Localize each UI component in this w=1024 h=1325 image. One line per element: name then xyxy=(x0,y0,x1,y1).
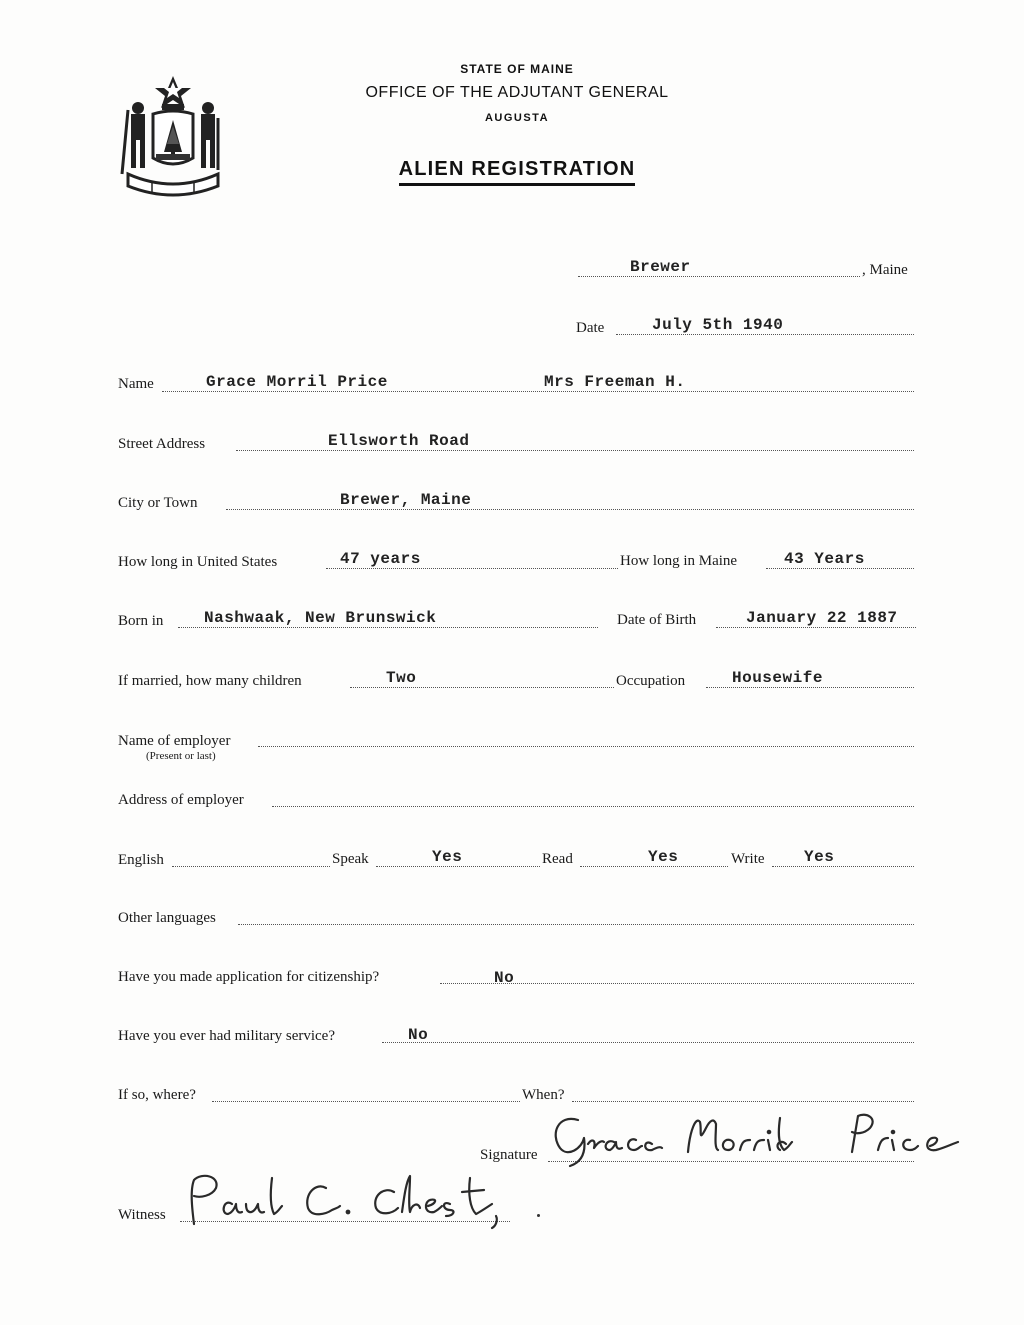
name-value: Grace Morril Price xyxy=(206,373,388,391)
citizenship-label: Have you made application for citizenship? xyxy=(118,969,380,985)
stray-dot xyxy=(537,1214,540,1217)
place-suffix: , Maine xyxy=(862,262,908,278)
other-languages-label: Other languages xyxy=(118,910,216,926)
occupation-value: Housewife xyxy=(732,669,823,687)
us-time-line xyxy=(326,568,618,569)
employer-label: Name of employer xyxy=(118,733,231,749)
dob-line xyxy=(716,627,916,628)
speak-label: Speak xyxy=(332,851,369,867)
us-time-label: How long in United States xyxy=(118,554,278,570)
citizenship-value: No xyxy=(494,969,515,987)
maine-time-value: 43 Years xyxy=(784,550,865,568)
witness-handwriting xyxy=(180,1168,540,1232)
name-value-2: Mrs Freeman H. xyxy=(544,373,686,391)
military-value: No xyxy=(408,1026,429,1044)
name-line xyxy=(162,391,914,392)
where-label: If so, where? xyxy=(118,1087,196,1103)
city-label: City or Town xyxy=(118,495,198,511)
born-in-line xyxy=(178,627,598,628)
street-label: Street Address xyxy=(118,436,206,452)
street-value: Ellsworth Road xyxy=(328,432,470,450)
occupation-label: Occupation xyxy=(616,673,686,689)
write-line xyxy=(772,866,914,867)
english-label: English xyxy=(118,852,164,868)
read-label: Read xyxy=(542,851,573,867)
date-line xyxy=(616,334,914,335)
speak-value: Yes xyxy=(432,848,463,866)
city-line xyxy=(226,509,914,510)
military-label: Have you ever had military service? xyxy=(118,1028,335,1044)
dob-label: Date of Birth xyxy=(617,612,697,628)
maine-time-line xyxy=(766,568,914,569)
children-value: Two xyxy=(386,669,417,687)
witness-label: Witness xyxy=(118,1207,166,1223)
date-label: Date xyxy=(576,320,605,336)
read-line xyxy=(580,866,728,867)
name-label: Name xyxy=(118,376,154,392)
place-value: Brewer xyxy=(630,258,691,276)
write-value: Yes xyxy=(804,848,835,866)
born-in-value: Nashwaak, New Brunswick xyxy=(204,609,437,627)
signature-label: Signature xyxy=(480,1147,538,1163)
form-title: ALIEN REGISTRATION xyxy=(5,158,1024,181)
city-heading: AUGUSTA xyxy=(484,112,550,124)
occupation-line xyxy=(706,687,914,688)
street-line xyxy=(236,450,914,451)
write-label: Write xyxy=(731,851,765,867)
children-label: If married, how many children xyxy=(118,673,302,689)
military-line xyxy=(382,1042,914,1043)
office-heading: OFFICE OF THE ADJUTANT GENERAL xyxy=(365,84,669,101)
employer-address-label: Address of employer xyxy=(118,792,244,808)
born-in-label: Born in xyxy=(118,613,164,629)
employer-sublabel: (Present or last) xyxy=(146,750,216,762)
us-time-value: 47 years xyxy=(340,550,421,568)
read-value: Yes xyxy=(648,848,679,866)
where-line xyxy=(212,1101,520,1102)
city-value: Brewer, Maine xyxy=(340,491,472,509)
speak-line xyxy=(376,866,540,867)
date-value: July 5th 1940 xyxy=(652,316,784,334)
place-line xyxy=(578,276,860,277)
when-line xyxy=(572,1101,914,1102)
when-label: When? xyxy=(522,1087,565,1103)
state-heading: STATE OF MAINE xyxy=(460,62,574,76)
employer-line xyxy=(258,746,914,747)
signature-handwriting xyxy=(548,1108,964,1168)
maine-time-label: How long in Maine xyxy=(620,553,738,569)
employer-address-line xyxy=(272,806,914,807)
dob-value: January 22 1887 xyxy=(746,609,898,627)
other-languages-line xyxy=(238,924,914,925)
children-line xyxy=(350,687,614,688)
english-line xyxy=(172,866,330,867)
